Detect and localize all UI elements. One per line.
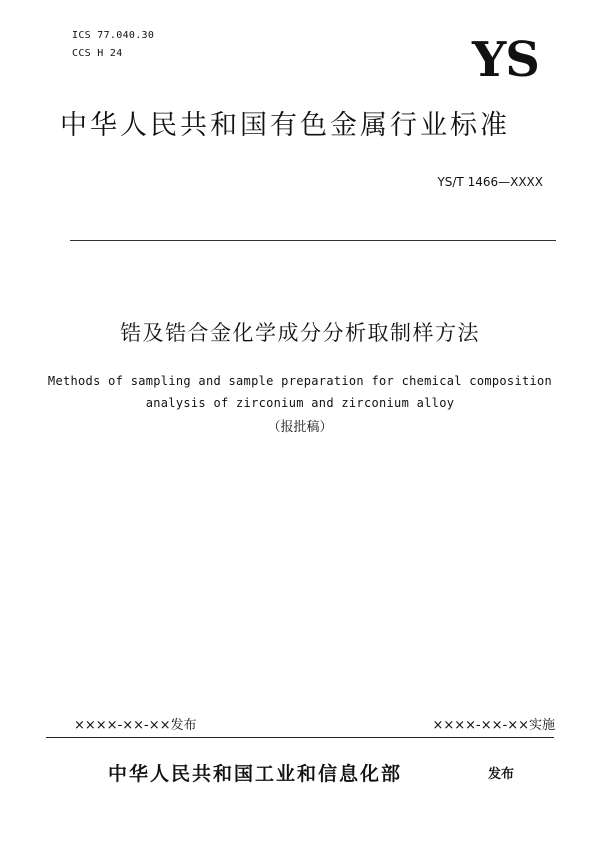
ics-code: ICS 77.040.30: [72, 30, 155, 41]
header-divider: [70, 240, 556, 241]
document-title-en-line2: analysis of zirconium and zirconium alloy: [145, 396, 455, 410]
document-title-en-line1: Methods of sampling and sample preparation for chemical composition: [47, 374, 553, 388]
footer-divider: [46, 737, 554, 738]
ys-logo: YS: [472, 32, 539, 88]
standard-number: YS/T 1466—XXXX: [437, 175, 543, 189]
issue-date: ××××-××-××发布: [74, 718, 197, 733]
standard-category-title: 中华人民共和国有色金属行业标准: [60, 110, 510, 141]
publisher-name: 中华人民共和国工业和信息化部: [108, 763, 403, 785]
publish-label: 发布: [488, 767, 515, 782]
draft-status: （报批稿）: [267, 420, 333, 435]
ccs-code: CCS H 24: [72, 48, 123, 59]
document-title-cn: 锆及锆合金化学成分分析取制样方法: [120, 321, 480, 345]
implementation-date: ××××-××-××实施: [432, 718, 555, 733]
